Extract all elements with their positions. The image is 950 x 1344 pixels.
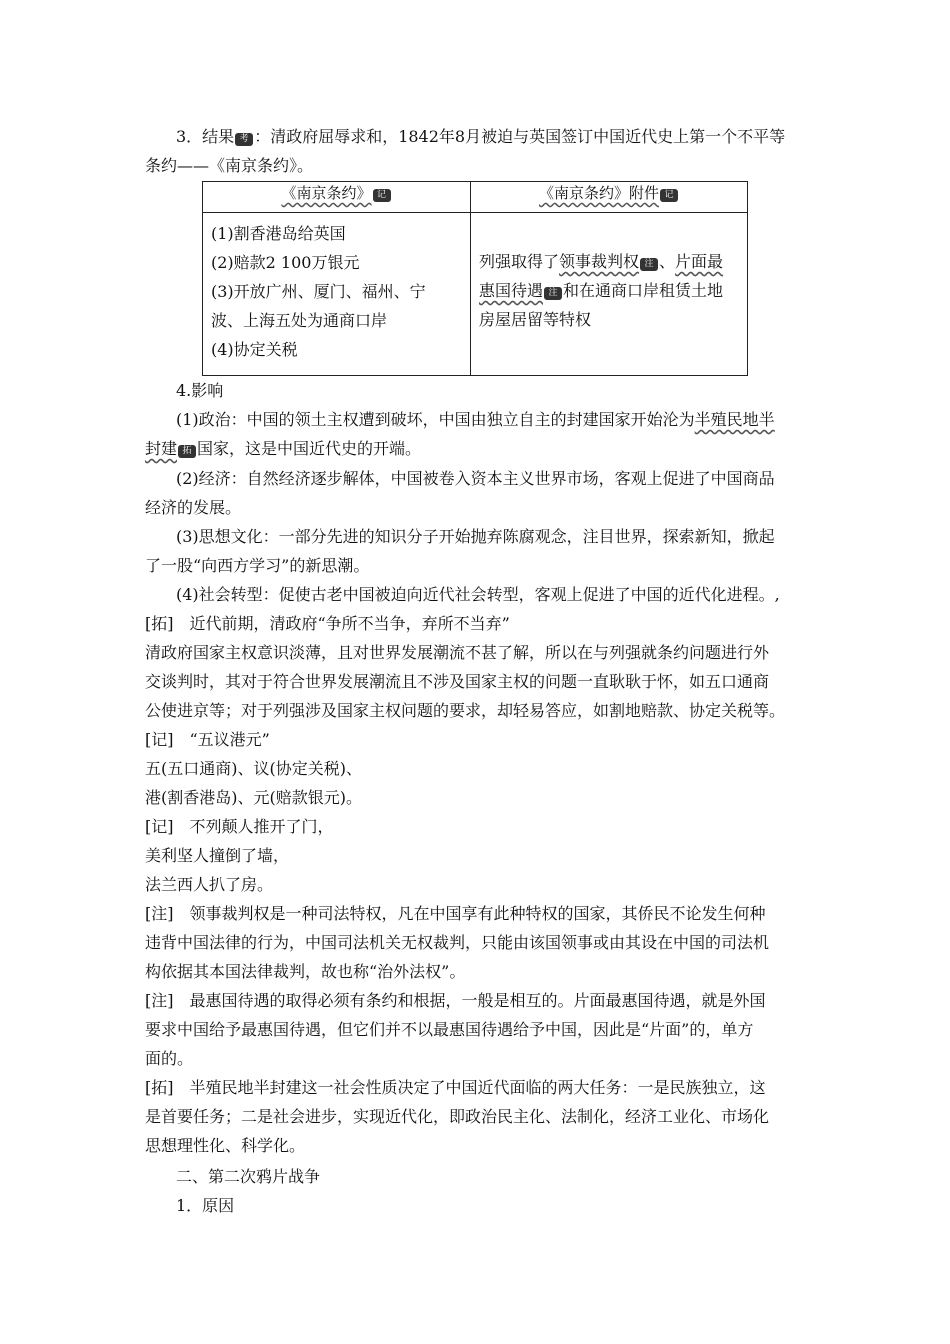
- table-header-left: 《南京条约》 记: [203, 182, 471, 213]
- appendix-line-3: 房屋居留等特权: [479, 310, 592, 329]
- treaty-table: [202, 181, 748, 376]
- note-zhu-text: 构依据其本国法律裁判，故也称“治外法权”。: [145, 962, 466, 981]
- treaty-term: (4)协定关税: [211, 340, 298, 359]
- ji-marker-icon: 记: [373, 189, 391, 202]
- note-ji-text: 法兰西人扒了房。: [145, 875, 274, 894]
- treaty-term: (3)开放广州、厦门、福州、宁: [211, 282, 426, 301]
- appendix-line-2: 惠国待遇 注 和在通商口岸租赁土地: [479, 281, 724, 300]
- zhu-marker-icon: 注: [544, 287, 562, 300]
- thought-line-1: (3)思想文化：一部分先进的知识分子开始抛弃陈腐观念，注目世界，探索新知，掀起: [176, 527, 775, 546]
- note-tuo-text: 公使进京等；对于列强涉及国家主权问题的要求，却轻易答应，如割地赔款、协定关税等。: [145, 701, 786, 720]
- note-tuo-text: [拓] 半殖民地半封建这一社会性质决定了中国近代面临的两大任务：一是民族独立，这: [145, 1078, 766, 1097]
- treaty-appendix-cell: [471, 213, 748, 376]
- note-zhu-text: 要求中国给予最惠国待遇，但它们并不以最惠国待遇给予中国，因此是“片面”的，单方: [145, 1020, 754, 1039]
- result-line-2: 条约——《南京条约》。: [145, 156, 314, 175]
- influence-heading: 4.影响: [176, 381, 224, 400]
- note-ji-text: 五(五口通商)、议(协定关税)、: [145, 759, 362, 778]
- treaty-term: (2)赔款2 100万银元: [211, 253, 360, 272]
- kao-marker-icon: 考: [235, 133, 253, 146]
- treaty-terms-cell: [203, 213, 471, 376]
- note-zhu-text: 违背中国法律的行为，中国司法机关无权裁判，只能由该国领事或由其设在中国的司法机: [145, 933, 770, 952]
- politics-line-1: (1)政治：中国的领土主权遭到破坏，中国由独立自主的封建国家开始沦为半殖民地半: [176, 410, 775, 429]
- note-zhu-text: 面的。: [145, 1049, 194, 1068]
- thought-line-2: 了一股“向西方学习”的新思潮。: [145, 556, 370, 575]
- economy-line-1: (2)经济：自然经济逐步解体，中国被卷入资本主义世界市场，客观上促进了中国商品: [176, 469, 775, 488]
- treaty-term: 波、上海五处为通商口岸: [211, 311, 388, 330]
- section-heading: 二、第二次鸦片战争: [176, 1167, 321, 1186]
- result-line-1: [176, 122, 810, 151]
- ji-marker-icon: 记: [660, 189, 678, 202]
- note-zhu-text: [注] 领事裁判权是一种司法特权，凡在中国享有此种特权的国家，其侨民不论发生何种: [145, 904, 766, 923]
- table-header-right: 《南京条约》附件 记: [471, 182, 748, 213]
- note-tuo-title: [拓] 近代前期，清政府“争所不当争，弃所不当弃”: [145, 614, 510, 633]
- society-line: (4)社会转型：促使古老中国被迫向近代社会转型，客观上促进了中国的近代化进程。,: [176, 585, 780, 604]
- note-tuo-text: 思想理性化、科学化。: [145, 1136, 306, 1155]
- note-tuo-text: 是首要任务；二是社会进步，实现近代化，即政治民主化、法制化，经济工业化、市场化: [145, 1107, 770, 1126]
- note-ji-title: [记] 不列颠人推开了门，: [145, 817, 334, 836]
- subsection-heading: 1．原因: [176, 1196, 235, 1215]
- tuo-marker-icon: 拓: [178, 445, 196, 458]
- note-zhu-text: [注] 最惠国待遇的取得必须有条约和根据，一般是相互的。片面最惠国待遇，就是外国: [145, 991, 766, 1010]
- zhu-marker-icon: 注: [640, 258, 658, 271]
- result-text: ：清政府屈辱求和，1842年8月被迫与英国签订中国近代史上第一个不平等: [254, 127, 786, 146]
- note-tuo-text: 交谈判时，其对于符合世界发展潮流且不涉及国家主权的问题一直耿耿于怀，如五口通商: [145, 672, 770, 691]
- note-ji-title: [记] “五议港元”: [145, 730, 270, 749]
- note-ji-text: 港(割香港岛)、元(赔款银元)。: [145, 788, 362, 807]
- result-label: 3．结果: [176, 127, 235, 146]
- note-ji-text: 美利坚人撞倒了墙，: [145, 846, 290, 865]
- treaty-term: (1)割香港岛给英国: [211, 224, 346, 243]
- politics-line-2: 封建 拓 国家，这是中国近代史的开端。: [145, 439, 422, 458]
- note-tuo-text: 清政府国家主权意识淡薄，且对世界发展潮流不甚了解，所以在与列强就条约问题进行外: [145, 643, 770, 662]
- economy-line-2: 经济的发展。: [145, 498, 242, 517]
- appendix-line-1: 列强取得了领事裁判权 注 、片面最: [479, 252, 724, 271]
